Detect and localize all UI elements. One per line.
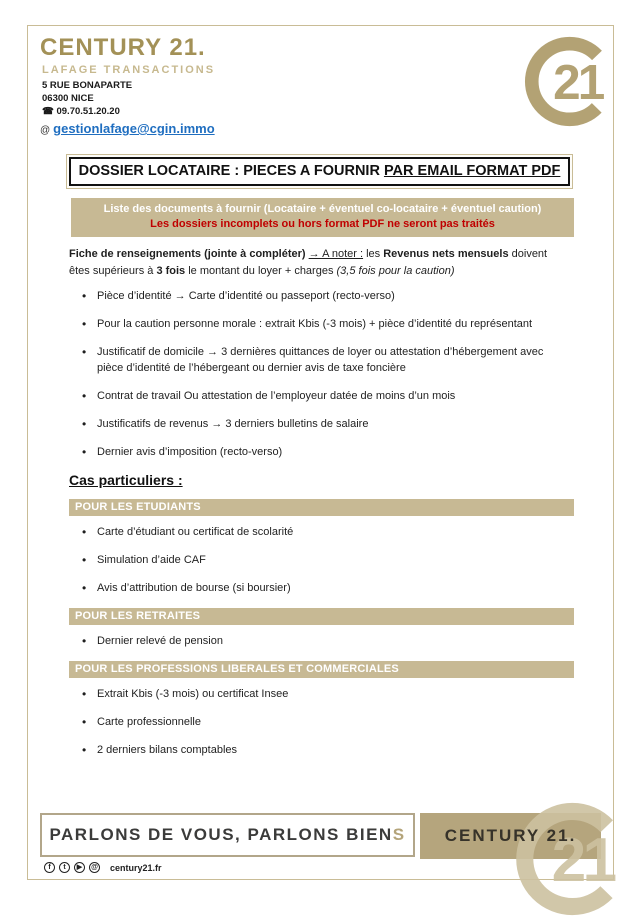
address-line-2: 06300 NICE <box>42 93 94 104</box>
students-list <box>69 524 593 596</box>
intro-italic: (3,5 fois pour la caution) <box>336 265 455 277</box>
title-box <box>66 154 573 189</box>
notice-line-1: Liste des documents à fournir (Locataire + éventuel co-locataire + éventuel caution) <box>103 203 542 215</box>
phone-icon: ☎ <box>42 106 54 117</box>
intro-bold-1: Fiche de renseignements (jointe à compléter) <box>69 248 309 260</box>
phone-number: 09.70.51.20.20 <box>56 106 120 117</box>
youtube-icon[interactable]: ▶ <box>74 862 85 873</box>
intro-text-2: doivent êtes supérieurs à <box>69 248 548 277</box>
list-item: • Simulation d’aide CAF <box>69 552 547 568</box>
notice-line-2: Les dossiers incomplets ou hors format PDF ne seront pas traités <box>150 218 495 230</box>
section-banner-retraites: POUR LES RETRAITES <box>69 608 574 625</box>
list-item: • Extrait Kbis (-3 mois) ou certificat Insee <box>69 686 547 702</box>
intro-paragraph <box>69 246 568 280</box>
list-item: • Justificatifs de revenus → 3 derniers bulletins de salaire <box>69 416 547 432</box>
website-label: century21.fr <box>110 862 162 873</box>
list-item: • Avis d’attribution de bourse (si boursier) <box>69 580 547 596</box>
at-icon: @ <box>40 125 51 136</box>
list-item: • Pour la caution personne morale : extrait Kbis (-3 mois) + pièce d’identité du représentant <box>69 316 547 332</box>
list-item: • Dernier avis d’imposition (recto-verso) <box>69 444 547 460</box>
professions-list <box>69 686 593 758</box>
svg-text:21: 21 <box>553 54 603 110</box>
intro-text-1: les <box>363 248 384 260</box>
intro-bold-2: Revenus nets mensuels <box>383 248 509 260</box>
facebook-icon[interactable]: f <box>44 862 55 873</box>
list-item: • Justificatif de domicile → 3 dernières quittances de loyer ou attestation d’hébergement avec pièce d’identité de l’hébergeant ou dernier avis de taxe foncière <box>69 344 547 376</box>
svg-text:21: 21 <box>551 825 614 895</box>
intro-note: → A noter : <box>308 248 364 260</box>
slogan-accent: S <box>392 825 406 844</box>
email-link[interactable]: gestionlafage@cgin.immo <box>53 121 215 136</box>
main-document-list <box>69 288 593 460</box>
century21-watermark-icon <box>515 798 637 920</box>
document-page <box>27 25 614 895</box>
list-item: • Dernier relevé de pension <box>69 633 547 649</box>
list-item: • Contrat de travail Ou attestation de l’employeur datée de moins d’un mois <box>69 388 547 404</box>
slogan-box <box>40 813 415 857</box>
retirees-list <box>69 633 593 649</box>
century21-seal-icon <box>524 33 621 130</box>
intro-bold-3: 3 fois <box>156 265 186 277</box>
section-banner-professions: POUR LES PROFESSIONS LIBERALES ET COMMERCIALES <box>69 661 574 678</box>
special-cases-heading: Cas particuliers : <box>69 472 183 488</box>
footer-brand-text: CENTURY 21. <box>444 826 577 845</box>
list-item: • 2 derniers bilans comptables <box>69 742 547 758</box>
instagram-icon[interactable]: @ <box>89 862 100 873</box>
list-item: • Carte d’étudiant ou certificat de scolarité <box>69 524 547 540</box>
page-title <box>69 157 570 186</box>
section-banner-etudiants: POUR LES ETUDIANTS <box>69 499 574 516</box>
title-normal: DOSSIER LOCATAIRE : PIECES A FOURNIR <box>78 163 384 179</box>
twitter-icon[interactable]: t <box>59 862 70 873</box>
notice-banner <box>71 198 574 237</box>
slogan-text <box>49 825 405 845</box>
slogan-main: PARLONS DE VOUS, PARLONS BIEN <box>49 825 393 844</box>
agency-name: LAFAGE TRANSACTIONS <box>42 64 216 76</box>
list-item: • Carte professionnelle <box>69 714 547 730</box>
brand-wordmark: CENTURY 21. <box>40 34 206 61</box>
title-underlined: PAR EMAIL FORMAT PDF <box>383 163 561 179</box>
address-line-1: 5 RUE BONAPARTE <box>42 80 133 91</box>
list-item: • Pièce d’identité → Carte d’identité ou passeport (recto-verso) <box>69 288 547 304</box>
intro-text-3: le montant du loyer + charges <box>185 265 337 277</box>
social-row <box>44 862 162 873</box>
